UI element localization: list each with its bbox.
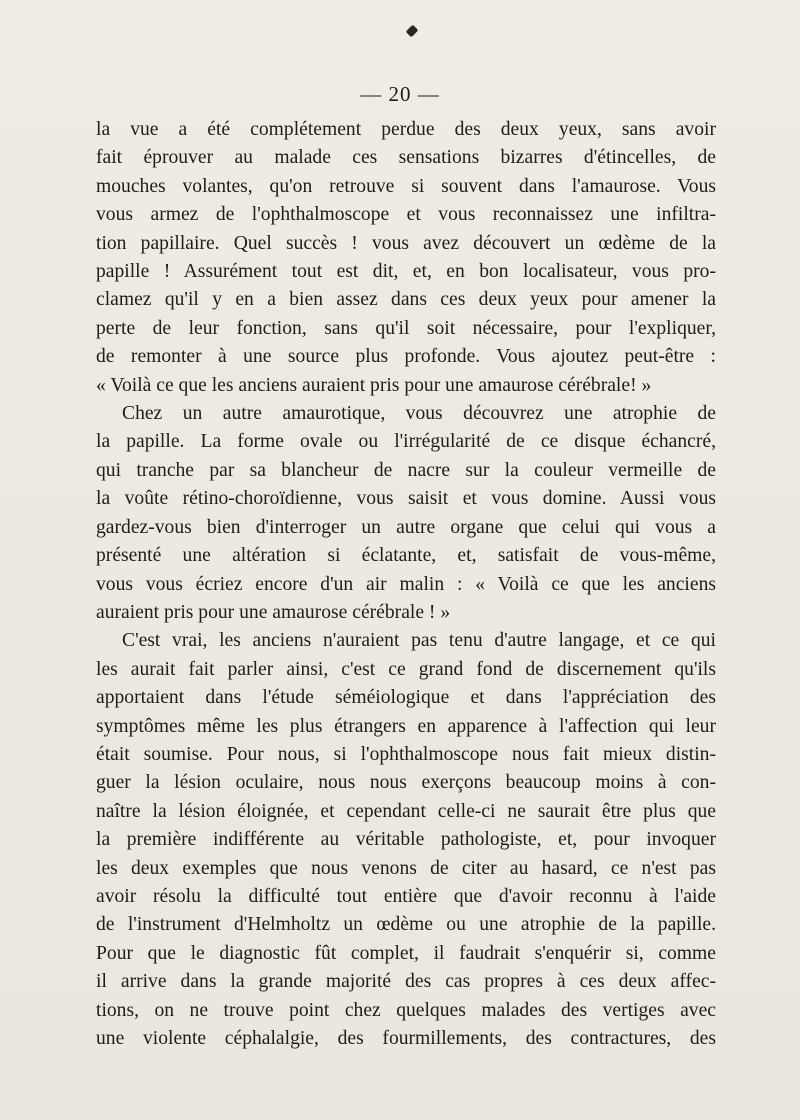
text-line: perte de leur fonction, sans qu'il soit nécessaire, pour l'expliquer, <box>96 317 716 339</box>
text-line: apportaient dans l'étude séméiologique et dans l'appréciation des <box>96 687 716 709</box>
text-line: présenté une altération si éclatante, et, satisfait de vous-même, <box>96 545 716 567</box>
text-line: une violente céphalalgie, des fourmillements, des contractures, des <box>96 1028 716 1049</box>
text-line: était soumise. Pour nous, si l'ophthalmoscope nous fait mieux distin- <box>96 743 716 765</box>
text-line: la vue a été complétement perdue des deux yeux, sans avoir <box>96 119 716 140</box>
page-number: — 20 — <box>360 82 440 106</box>
text-line: Pour que le diagnostic fût complet, il faudrait s'enquérir si, comme <box>96 942 716 964</box>
text-line: vous vous écriez encore d'un air malin : « Voilà ce que les anciens <box>96 573 716 595</box>
text-line: « Voilà ce que les anciens auraient pris pour une amaurose cérébrale! » <box>96 374 652 396</box>
text-line: guer la lésion oculaire, nous nous exerçons beaucoup moins à con- <box>96 772 716 794</box>
text-line: qui tranche par sa blancheur de nacre sur la couleur vermeille de <box>96 459 716 481</box>
text-line: tion papillaire. Quel succès ! vous avez découvert un œdème de la <box>96 232 716 254</box>
text-line: de l'instrument d'Helmholtz un œdème ou une atrophie de la papille. <box>96 914 716 936</box>
text-line: auraient pris pour une amaurose cérébrale ! » <box>96 601 451 623</box>
text-line: Chez un autre amaurotique, vous découvrez une atrophie de <box>122 403 716 425</box>
text-line: les aurait fait parler ainsi, c'est ce grand fond de discernement qu'ils <box>96 658 716 680</box>
text-line: la voûte rétino-choroïdienne, vous saisit et vous domine. Aussi vous <box>96 488 716 510</box>
text-line: vous armez de l'ophthalmoscope et vous reconnaissez une infiltra- <box>96 204 716 226</box>
printer-ornament-icon <box>406 25 419 38</box>
text-line: C'est vrai, les anciens n'auraient pas tenu d'autre langage, et ce qui <box>122 630 716 652</box>
text-line: de remonter à une source plus profonde. Vous ajoutez peut-être : <box>96 346 716 368</box>
text-line: il arrive dans la grande majorité des cas propres à ces deux affec- <box>96 971 716 993</box>
text-line: la papille. La forme ovale ou l'irrégularité de ce disque échancré, <box>96 431 716 453</box>
text-line: les deux exemples que nous venons de citer au hasard, ce n'est pas <box>96 857 716 879</box>
text-line: tions, on ne trouve point chez quelques malades des vertiges avec <box>96 999 716 1021</box>
text-line: mouches volantes, qu'on retrouve si souvent dans l'amaurose. Vous <box>96 175 716 197</box>
text-line: papille ! Assurément tout est dit, et, en bon localisateur, vous pro- <box>96 261 716 283</box>
text-line: gardez-vous bien d'interroger un autre organe que celui qui vous a <box>96 516 716 538</box>
text-line: fait éprouver au malade ces sensations bizarres d'étincelles, de <box>96 147 716 169</box>
text-line: clamez qu'il y en a bien assez dans ces deux yeux pour amener la <box>96 289 716 311</box>
text-line: la première indifférente au véritable pathologiste, et, pour invoquer <box>96 829 716 851</box>
text-line: symptômes même les plus étrangers en apparence à l'affection qui leur <box>96 715 716 737</box>
text-line: avoir résolu la difficulté tout entière que d'avoir reconnu à l'aide <box>96 885 716 907</box>
body-text <box>96 116 716 1053</box>
text-line: naître la lésion éloignée, et cependant celle-ci ne saurait être plus que <box>96 800 716 822</box>
